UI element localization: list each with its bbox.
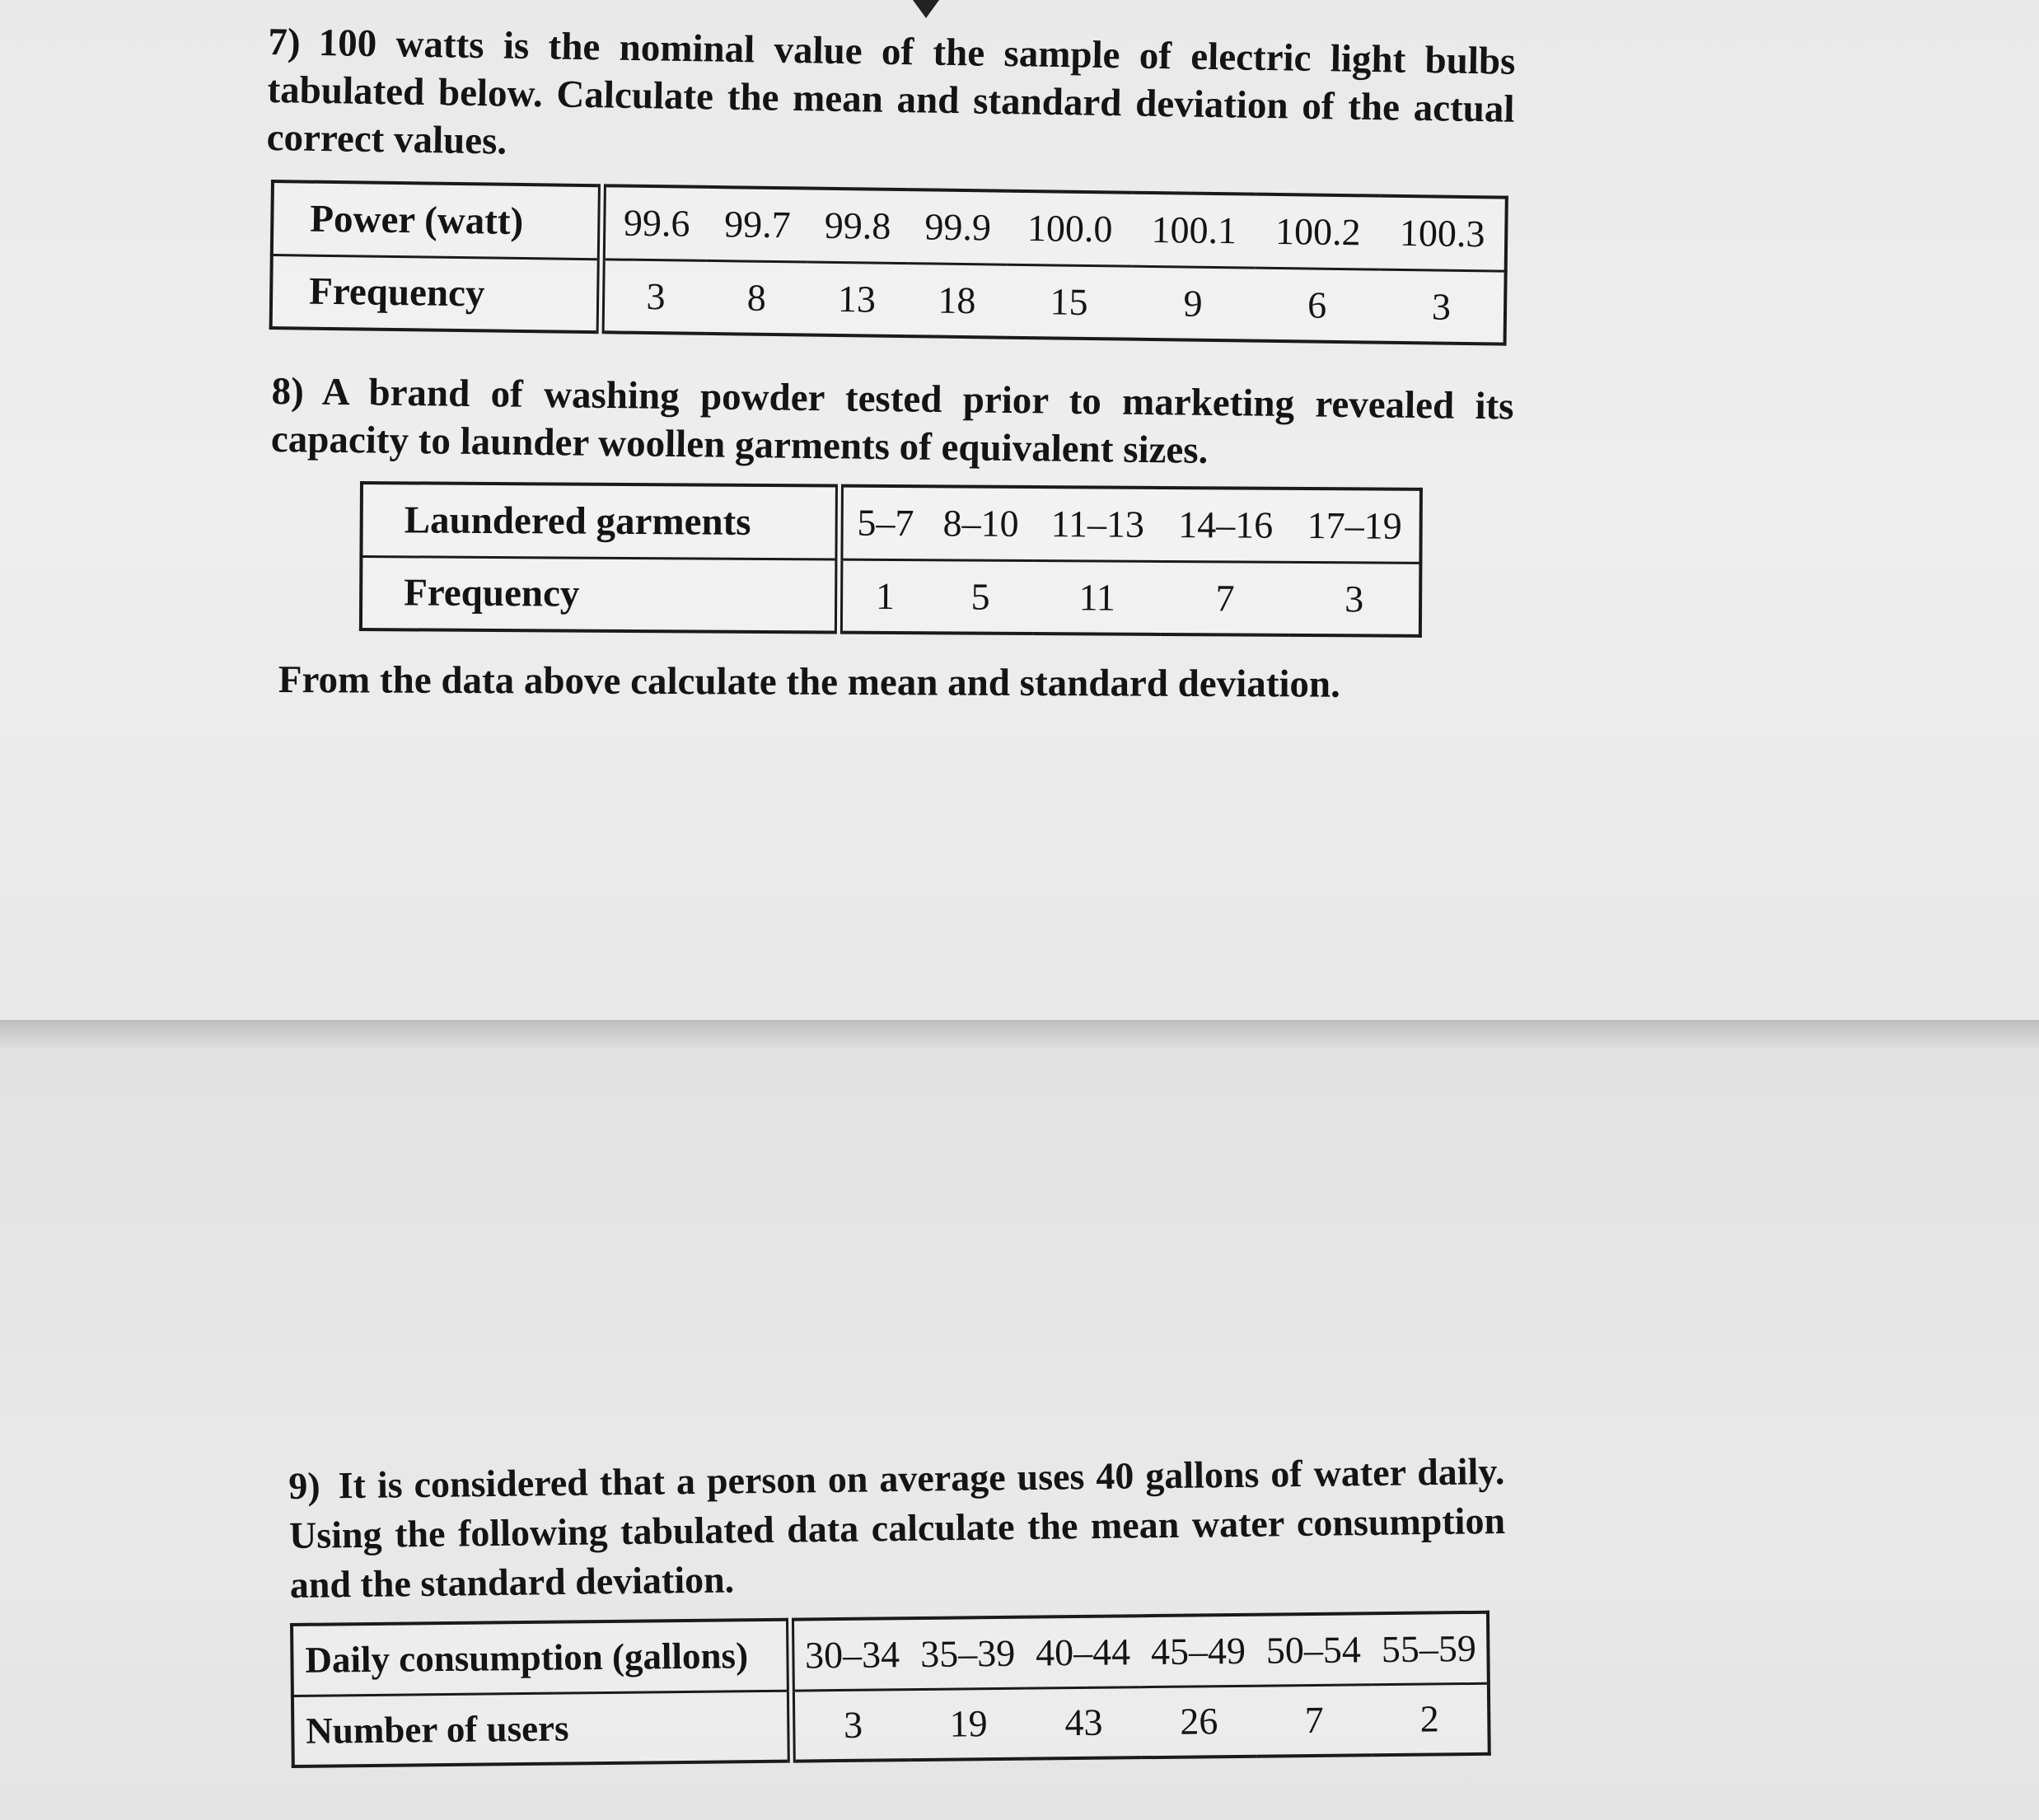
frequency-value: 5 <box>970 575 990 618</box>
users-count: 3 <box>843 1703 863 1747</box>
question-7-number: 7) <box>268 20 302 64</box>
frequency-value: 15 <box>1050 280 1088 323</box>
daily-consumption-table <box>290 1611 1491 1768</box>
row-label-number-of-users: Number of users <box>292 1691 792 1766</box>
table-row <box>361 483 1421 563</box>
frequency-value: 18 <box>938 278 976 321</box>
frequency-value: 8 <box>746 276 767 319</box>
frequency-value: 9 <box>1183 282 1203 325</box>
garments-range: 11–13 <box>1034 487 1162 561</box>
arrow-cursor-icon <box>910 0 942 21</box>
garments-range: 5–7 <box>839 486 928 560</box>
laundered-garments-table <box>359 481 1423 638</box>
users-count: 26 <box>1180 1700 1218 1743</box>
power-value: 99.9 <box>907 189 1008 264</box>
question-7-text: 100 watts is the nominal value of the sample of electric light bulbs tabulated below. Calculate the mean and standard deviation of the actual correct values. <box>266 21 1516 163</box>
row-label-frequency: Frequency <box>271 255 602 332</box>
consumption-range: 45–49 <box>1140 1615 1256 1687</box>
consumption-range: 40–44 <box>1025 1616 1141 1687</box>
users-count: 7 <box>1304 1699 1325 1742</box>
users-count: 43 <box>1064 1701 1103 1744</box>
frequency-value: 11 <box>1078 576 1116 619</box>
power-value: 100.2 <box>1256 194 1381 269</box>
power-value: 100.0 <box>1008 191 1133 266</box>
power-value: 99.6 <box>601 185 708 260</box>
garments-range: 17–19 <box>1290 489 1421 563</box>
power-frequency-table <box>269 180 1508 346</box>
question-8-followup: From the data above calculate the mean and standard deviation. <box>278 658 1340 706</box>
row-label-power: Power (watt) <box>272 181 603 259</box>
row-label-daily-consumption: Daily consumption (gallons) <box>292 1620 791 1696</box>
question-7 <box>266 18 1516 181</box>
garments-range: 8–10 <box>928 486 1034 560</box>
frequency-value: 6 <box>1307 283 1327 326</box>
question-9-text: It is considered that a person on average uses 40 gallons of water daily. Using the following tabulated data calculate the mean water consumption and the standard deviation. <box>288 1449 1506 1606</box>
frequency-value: 3 <box>646 274 666 318</box>
consumption-range: 55–59 <box>1371 1612 1489 1684</box>
garments-range: 14–16 <box>1161 488 1290 562</box>
table-row <box>361 556 1421 636</box>
power-value: 100.3 <box>1380 196 1507 271</box>
power-value: 99.8 <box>807 189 909 264</box>
question-9-number: 9) <box>288 1464 320 1507</box>
row-label-frequency: Frequency <box>361 556 839 633</box>
consumption-range: 30–34 <box>790 1618 910 1691</box>
consumption-range: 50–54 <box>1256 1613 1372 1685</box>
table-row <box>271 255 1506 344</box>
users-count: 2 <box>1419 1697 1439 1740</box>
frequency-value: 1 <box>875 574 896 617</box>
table-row <box>292 1683 1489 1766</box>
page-divider <box>0 1020 2039 1048</box>
question-8-text: A brand of washing powder tested prior to marketing revealed its capacity to launder woollen garments of equivalent sizes. <box>270 370 1514 472</box>
question-8 <box>271 367 1514 478</box>
users-count: 19 <box>949 1702 988 1745</box>
table-row <box>292 1612 1489 1696</box>
question-9 <box>288 1447 1506 1610</box>
power-value: 99.7 <box>707 187 808 262</box>
row-label-laundered-garments: Laundered garments <box>361 483 839 559</box>
question-8-number: 8) <box>271 369 305 414</box>
frequency-value: 3 <box>1345 578 1364 620</box>
frequency-value: 7 <box>1215 577 1235 620</box>
frequency-value: 13 <box>837 277 877 320</box>
power-value: 100.1 <box>1131 193 1256 268</box>
consumption-range: 35–39 <box>910 1617 1026 1689</box>
frequency-value: 3 <box>1431 285 1452 328</box>
